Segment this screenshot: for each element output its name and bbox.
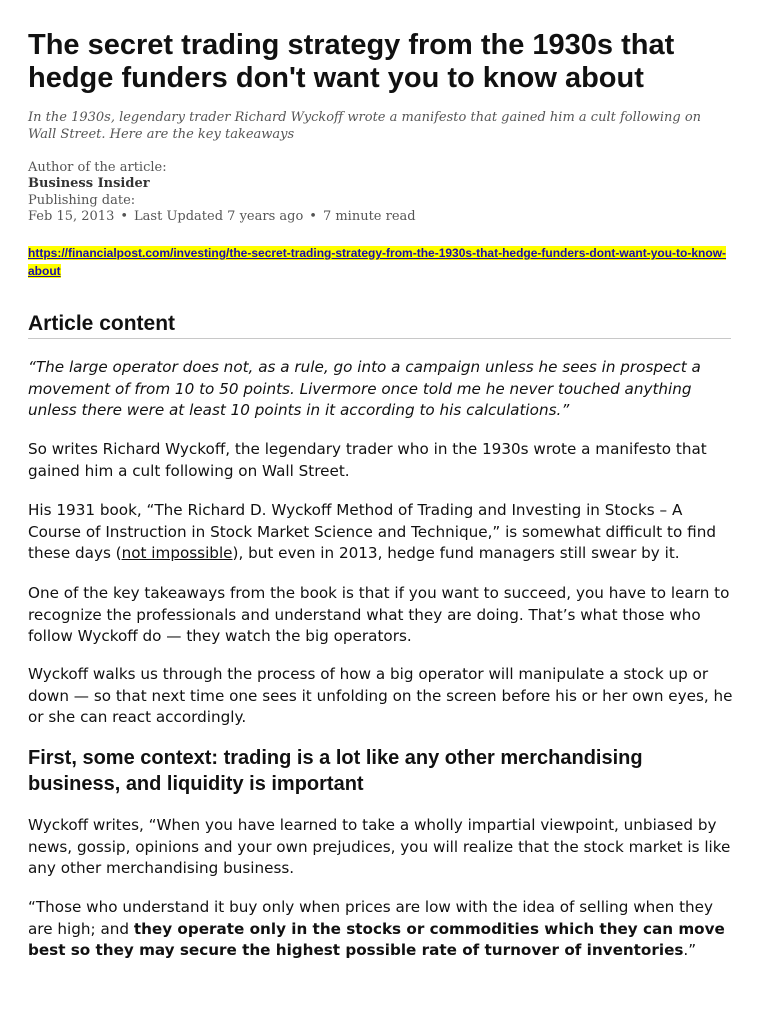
paragraph-2-text: His 1931 book, “The Richard D. Wyckoff Method of Trading and Investing in Stocks – A Course of Instruction in Stock Market Science and Technique,” is somewhat difficult to find these days ( [28,501,716,562]
paragraph-6-text: “Those who understand it buy only when prices are low with the idea of selling when they are high; and [28,898,714,938]
article-url-link[interactable] [28,244,733,280]
publish-meta [28,209,416,225]
paragraph-2-text-end: ), but even in 2013, hedge fund managers still swear by it. [232,544,680,562]
separator-dot: • [309,209,317,224]
not-impossible-link[interactable]: not impossible [121,544,233,562]
read-time: 7 minute read [322,209,416,224]
article-url-text[interactable]: https://financialpost.com/investing/the-secret-trading-strategy-from-the-1930s-that-hedge-funders-dont-want-you-to-know-about [28,246,727,278]
author-name: Business Insider [28,176,150,191]
author-label: Author of the article: [28,160,167,175]
article-title: The secret trading strategy from the 1930s that hedge funders don't want you to know about [28,29,675,94]
paragraph-2 [28,500,733,565]
paragraph-6-text-end: .” [683,941,697,959]
paragraph-1: So writes Richard Wyckoff, the legendary trader who in the 1930s wrote a manifesto that gained him a cult following on Wall Street. [28,440,707,480]
section-subheading: First, some context: trading is a lot like any other merchandising business, and liquidity is important [28,747,643,795]
paragraph-6-bold: they operate only in the stocks or commodities which they can move best so they may secure the highest possible rate of turnover of inventories [28,919,725,959]
paragraph-4: Wyckoff walks us through the process of how a big operator will manipulate a stock up or down — so that next time one sees it unfolding on the screen before his or her own eyes, he or she can react accordingly. [28,665,733,726]
article-subtitle: In the 1930s, legendary trader Richard Wyckoff wrote a manifesto that gained him a cult following on Wall Street. Here are the key takeaways [28,110,702,142]
paragraph-5: Wyckoff writes, “When you have learned to take a wholly impartial viewpoint, unbiased by news, gossip, opinions and your own prejudices, you will realize that the stock market is like any other merchandising business. [28,816,731,877]
section-divider [28,338,731,339]
paragraph-3: One of the key takeaways from the book is that if you want to succeed, you have to learn to recognize the professionals and understand what they are doing. That’s what those who follow Wyckoff do — they watch the big operators. [28,584,730,645]
article-content-heading: Article content [28,312,176,335]
separator-dot: • [120,209,129,224]
opening-quote: “The large operator does not, as a rule, go into a campaign unless he sees in prospect a movement of from 10 to 50 points. Livermore once told me he never touched anything unless there were at least 10 points in it according to his calculations.” [28,358,701,419]
paragraph-6 [28,897,733,962]
publishing-label: Publishing date: [28,193,136,208]
publish-date: Feb 15, 2013 [28,209,115,224]
last-updated: Last Updated 7 years ago [134,209,304,224]
